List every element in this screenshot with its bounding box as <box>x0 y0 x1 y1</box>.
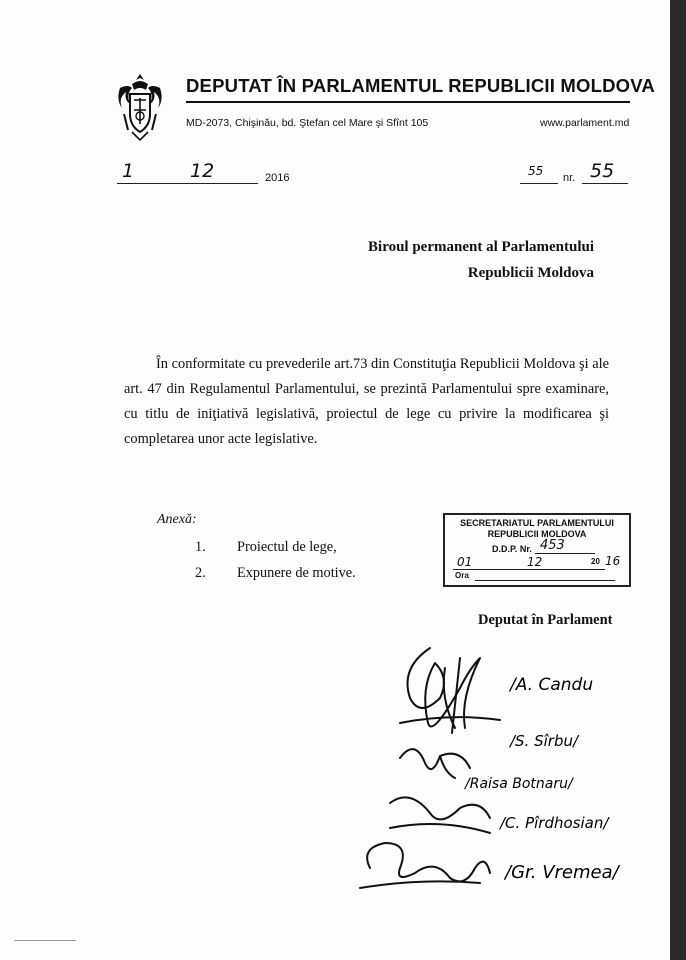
ref-month-line <box>163 183 258 184</box>
stamp-month: 12 <box>527 555 543 569</box>
annex-label: Anexă: <box>157 512 197 527</box>
signature-name-2: /S. Sîrbu/ <box>510 732 579 750</box>
body-paragraph-block <box>124 352 609 452</box>
ref-day-line <box>117 183 167 184</box>
ref-prefix-line <box>520 183 558 184</box>
recipient-line-2: Republicii Moldova <box>467 265 594 281</box>
body-paragraph: În conformitate cu prevederile art.73 din Constituţia Republicii Moldova şi ale art. 47 din Regulamentul Parlamentului, se prezintă Parlamentului spre examinare, cu titlu de iniţiativă legislativă, proiectul de lege cu privire la modificarea şi completarea unor acte legislative. <box>124 356 609 447</box>
stamp-year-prefix: 20 <box>591 557 600 566</box>
stamp-ora-label: Ora <box>455 571 469 580</box>
ref-prefix: 55 <box>528 164 544 178</box>
letterhead-divider <box>186 101 630 103</box>
signature-name-1: /A. Candu <box>510 675 594 695</box>
registration-stamp <box>443 513 631 587</box>
stamp-ddp-value: 453 <box>540 538 565 553</box>
annex-item-2-text: Expunere de motive. <box>237 565 356 581</box>
stamp-line-2: REPUBLICII MOLDOVA <box>487 529 587 539</box>
handwritten-signatures <box>340 628 670 928</box>
page-bottom-mark <box>14 940 76 941</box>
scan-edge <box>670 0 686 960</box>
coat-of-arms-icon <box>112 70 168 142</box>
letterhead-address: MD-2073, Chişinău, bd. Ştefan cel Mare şi Sfînt 105 <box>186 117 429 129</box>
stamp-year-handwritten: 16 <box>605 554 621 568</box>
stamp-ddp-line <box>535 553 595 554</box>
ref-month: 12 <box>190 160 215 182</box>
signature-name-4: /C. Pîrdhosian/ <box>500 814 609 832</box>
stamp-header <box>449 518 625 540</box>
ref-nr-value: 55 <box>590 160 615 182</box>
ref-nr-label: nr. <box>563 172 576 184</box>
signature-block-label: Deputat în Parlament <box>478 612 613 628</box>
ref-nr-line <box>582 183 628 184</box>
recipient-block <box>368 234 594 286</box>
annex-item-2-number: 2. <box>195 565 206 581</box>
ref-day: 1 <box>122 160 135 182</box>
ref-year: 2016 <box>265 172 290 184</box>
annex-item-1-number: 1. <box>195 539 206 555</box>
annex-item-1-text: Proiectul de lege, <box>237 539 337 555</box>
stamp-date-line <box>453 569 605 570</box>
stamp-ora-line <box>475 580 615 581</box>
letterhead-website: www.parlament.md <box>540 117 630 129</box>
recipient-line-1: Biroul permanent al Parlamentului <box>368 239 594 255</box>
signature-name-5: /Gr. Vremea/ <box>505 862 619 883</box>
scan-artifact <box>12 26 22 36</box>
stamp-day: 01 <box>457 555 473 569</box>
stamp-ddp-label: D.D.P. Nr. <box>492 544 532 554</box>
letterhead-title: DEPUTAT ÎN PARLAMENTUL REPUBLICII MOLDOVA <box>186 75 655 96</box>
signature-name-3: /Raisa Botnaru/ <box>465 776 573 792</box>
stamp-line-1: SECRETARIATUL PARLAMENTULUI <box>460 518 614 528</box>
